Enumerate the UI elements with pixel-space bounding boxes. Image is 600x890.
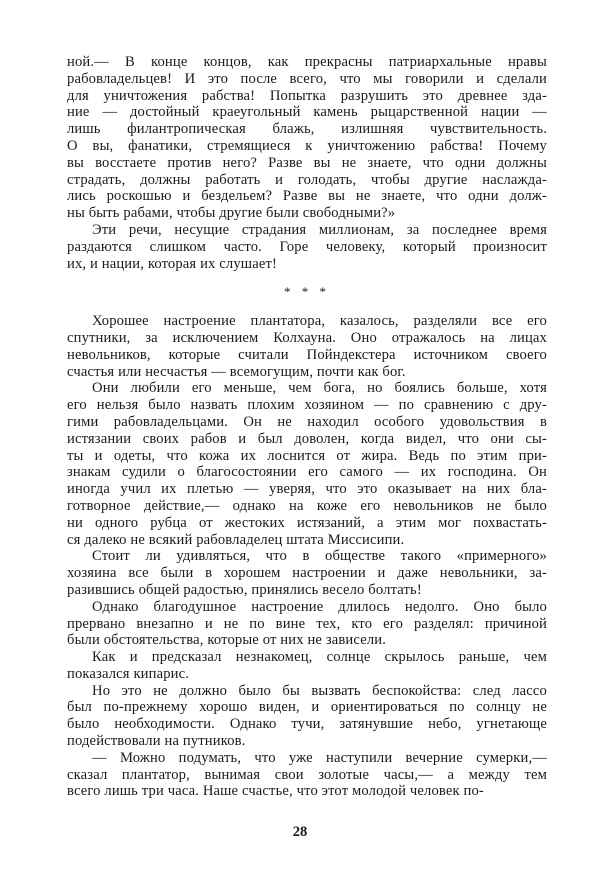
text-line: Однако благодушное настроение длилось недолго. Оно было xyxy=(92,598,547,615)
text-line: ни одного рубца от жестоких истязаний, а этим мог похвастать- xyxy=(67,514,547,531)
text-line: счастья или несчастья — всемогущим, почти как бог. xyxy=(67,363,406,380)
text-line: ся далеко не всякий рабовладелец штата Миссисипи. xyxy=(67,531,405,548)
text-line: хозяина все были в хорошем настроении и даже невольники, за- xyxy=(67,565,547,582)
text-line: Хорошее настроение плантатора, казалось, разделяли все его xyxy=(92,313,547,330)
paragraph xyxy=(67,683,547,750)
text-line: прервано внезапно и не по вине тех, кто его разделял: причиной xyxy=(67,615,547,632)
text-line: их, и нации, которая их слушает! xyxy=(67,255,277,272)
text-line: иногда учил их плетью — уверяя, что это оказывает на них бла- xyxy=(67,481,547,498)
text-line: для уничтожения рабства! Попытка разрушить это древнее зда- xyxy=(67,87,547,104)
paragraphs-before-break xyxy=(67,222,547,272)
text-line: раздаются слишком часто. Горе человеку, который произносит xyxy=(67,238,547,255)
paragraph xyxy=(67,750,547,800)
text-line: невольников, которые считали Пойндекстера источником своего xyxy=(67,346,547,363)
page-number: 28 xyxy=(292,824,308,840)
paragraph xyxy=(67,548,547,598)
text-line: истязании своих рабов и был доволен, когда видел, что они сы- xyxy=(67,430,547,447)
paragraph xyxy=(67,599,547,649)
text-line: готворное действие,— однако на коже его невольников не было xyxy=(67,497,547,514)
text-line: спутники, за исключением Колхауна. Оно отражалось на лицах xyxy=(67,329,547,346)
text-line: ты и одеты, что кожа их лоснится от жира. Ведь по этим при- xyxy=(67,447,547,464)
text-line: были обстоятельства, которые от них не зависели. xyxy=(67,632,387,649)
text-line: лись роскошью и бездельем? Разве вы не знаете, что одни долж- xyxy=(67,188,547,205)
text-line: О вы, фанатики, стремящиеся к уничтожению рабства! Почему xyxy=(67,137,547,154)
section-break: * * * xyxy=(284,284,330,300)
text-line: Они любили его меньше, чем бога, но боялись больше, хотя xyxy=(92,380,547,397)
text-line: разившись общей радостью, принялись весело болтать! xyxy=(67,581,422,598)
text-line: лишь филантропическая блажь, излишняя чувствительность. xyxy=(67,121,547,138)
text-line: его нельзя было назвать плохим хозяином — по сравнению с дру- xyxy=(67,397,547,414)
text-line: ние — достойный краеугольный камень рыцарственной нации — xyxy=(67,104,547,121)
text-line: был по-прежнему хорошо виден, и ориентироваться по солнцу не xyxy=(67,699,547,716)
text-line: вы восстаете против него? Разве вы не знаете, что одни должны xyxy=(67,154,547,171)
text-line: рабовладельцев! И это после всего, что мы говорили и сделали xyxy=(67,70,547,87)
paragraph xyxy=(67,649,547,683)
text-line: ны быть рабами, чтобы другие были свободными?» xyxy=(67,205,396,222)
text-line: Эти речи, несущие страдания миллионам, за последнее время xyxy=(92,221,547,238)
text-line: показался кипарис. xyxy=(67,665,190,682)
paragraph xyxy=(67,222,547,272)
text-line: всего лишь три часа. Наше счастье, что этот молодой человек по- xyxy=(67,783,484,800)
text-line: Стоит ли удивляться, что в обществе такого «примерного» xyxy=(92,548,547,565)
paragraph xyxy=(67,313,547,380)
text-line: Но это не должно было бы вызвать беспокойства: след лассо xyxy=(92,682,547,699)
text-line: гими рабовладельцами. Он не находил особого удовольствия в xyxy=(67,413,547,430)
text-line: подействовали на путников. xyxy=(67,733,246,750)
text-line: страдать, должны работать и голодать, чтобы другие наслажда- xyxy=(67,171,547,188)
paragraph xyxy=(67,380,547,548)
text-line: ной.— В конце концов, как прекрасны патриархальные нравы xyxy=(67,54,547,70)
text-line: знакам судили о благосостоянии его самого — их господина. Он xyxy=(67,464,547,481)
paragraph xyxy=(67,54,547,222)
page-body xyxy=(67,54,547,800)
text-line: сказал плантатор, вынимая свои золотые часы,— а между тем xyxy=(67,766,547,783)
text-line: — Можно подумать, что уже наступили вечерние сумерки,— xyxy=(92,749,547,766)
text-line: было необходимости. Однако тучи, затянувшие небо, угнетающе xyxy=(67,716,547,733)
text-line: Как и предсказал незнакомец, солнце скрылось раньше, чем xyxy=(92,649,547,666)
continued-paragraph xyxy=(67,54,547,222)
paragraphs-after-break xyxy=(67,313,547,800)
